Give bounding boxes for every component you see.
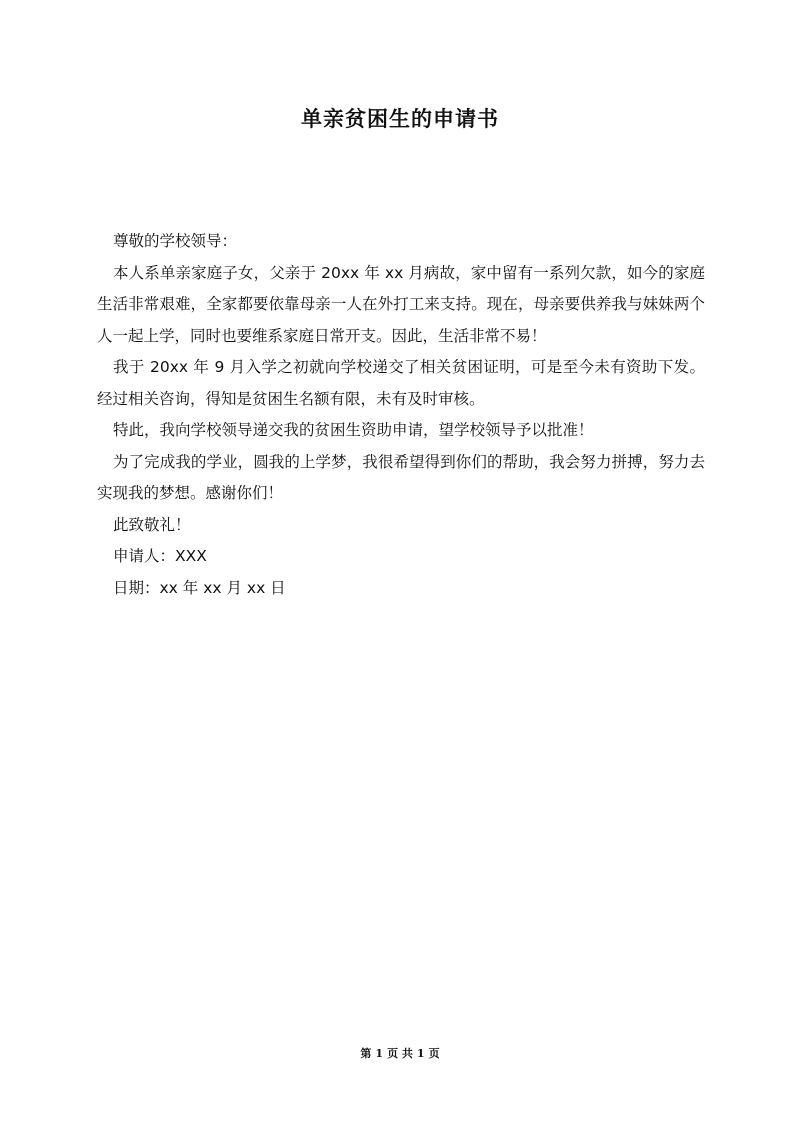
footer-suffix: 页 xyxy=(428,1047,440,1060)
footer-prefix: 第 xyxy=(360,1047,372,1060)
paragraph-family-situation: 本人系单亲家庭子女，父亲于 20xx 年 xx 月病故，家中留有一系列欠款，如今的家庭生活非常艰难，全家都要依靠母亲一人在外打工来支持。现在，母亲要供养我与妹妹两个人一起上学，同时也要维系家庭日常开支。因此，生活非常不易！ xyxy=(97,263,705,345)
document-title: 单亲贫困生的申请书 xyxy=(301,107,499,131)
paragraph-request: 特此，我向学校领导递交我的贫困生资助申请，望学校领导予以批准！ xyxy=(113,421,594,439)
paragraph-gratitude: 为了完成我的学业，圆我的上学梦，我很希望得到你们的帮助，我会努力拼搏，努力去实现我的梦想。感谢你们！ xyxy=(97,452,705,502)
applicant-signature: 申请人：XXX xyxy=(113,547,207,565)
footer-page-number: 1 xyxy=(375,1047,384,1060)
closing-salute: 此致敬礼！ xyxy=(113,515,191,534)
paragraph-application-history: 我于 20xx 年 9 月入学之初就向学校递交了相关贫困证明，可是至今未有资助下发。经过相关咨询，得知是贫困生名额有限，未有及时审核。 xyxy=(97,358,705,408)
footer-mid: 页 共 xyxy=(387,1047,413,1060)
footer-total-pages: 1 xyxy=(416,1047,425,1060)
letter-body xyxy=(97,226,705,604)
page-footer xyxy=(0,1046,800,1062)
application-date: 日期：xx 年 xx 月 xx 日 xyxy=(113,578,286,597)
salutation: 尊敬的学校领导： xyxy=(113,232,238,250)
